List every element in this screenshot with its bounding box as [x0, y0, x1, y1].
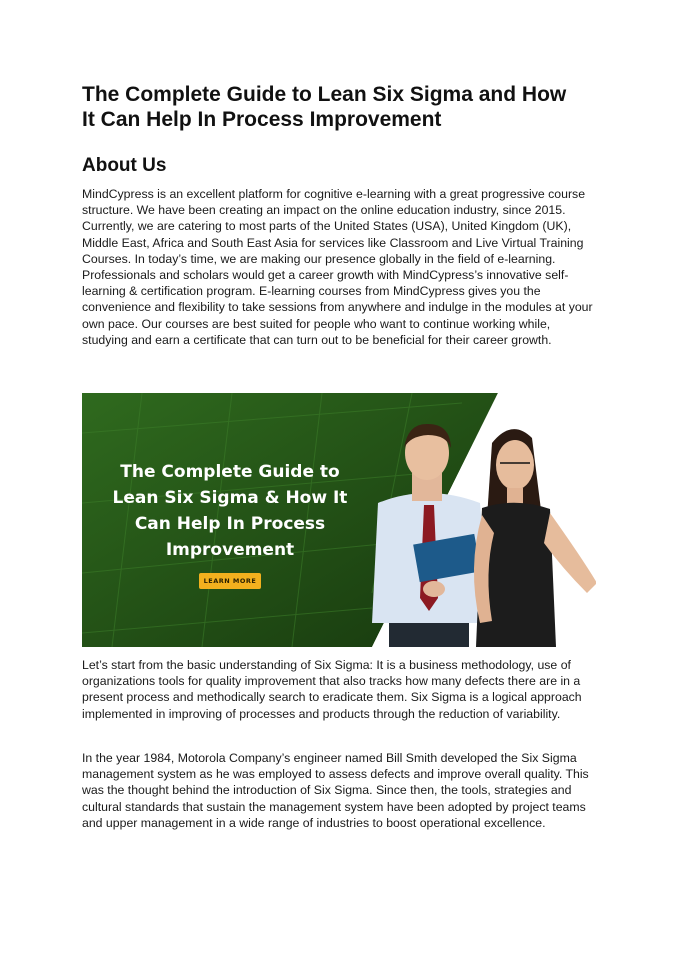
banner-heading-line: Lean Six Sigma & How It [112, 488, 348, 508]
about-us-paragraph: MindCypress is an excellent platform for cognitive e-learning with a great progressive course structure. We have been creating an impact on the online education industry, since 2015. Currently, we are catering to most parts of the United States (USA), United Kingdom (UK), Middle East, Africa and South East Asia for services like Classroom and Live Virtual Training Courses. In today’s time, we are making our presence globally in the field of e-learning. Professionals and scholars would get a career growth with MindCypress’s innovative self-learning & certification program. E-learning courses from MindCypress gives you the convenience and flexibility to take sessions from anywhere and indulge in the modules at your own pace. Our courses are best suited for people who want to continue working while, studying and earn a certificate that can turn out to be beneficial for their career growth. [82, 187, 593, 347]
six-sigma-intro-paragraph: Let’s start from the basic understanding of Six Sigma: It is a business methodology, use of organizations tools for quality improvement that also tracks how many defects there are in a present process and methodically search to eradicate them. Six Sigma is a logical approach implemented in improving of processes and products through the reduction of variability. [82, 658, 582, 721]
banner-heading-line: Improvement [165, 540, 295, 560]
title-line-2: It Can Help In Process Improvement [82, 108, 442, 131]
banner-heading [82, 459, 378, 563]
learn-more-button[interactable]: LEARN MORE [199, 573, 261, 589]
course-banner-image [82, 393, 596, 647]
six-sigma-history-paragraph: In the year 1984, Motorola Company’s engineer named Bill Smith developed the Six Sigma management system as he was employed to assess defects and improve overall quality. This was the thought behind the introduction of Six Sigma. Since then, the tools, strategies and cultural standards that sustain the management system have been adopted by project teams and upper management in a wide range of industries to boost operational excellence. [82, 751, 589, 830]
banner-heading-line: The Complete Guide to [120, 462, 340, 482]
title-line-1: The Complete Guide to Lean Six Sigma and How [82, 83, 567, 106]
page-title [82, 82, 602, 132]
about-us-heading: About Us [82, 155, 167, 176]
banner-heading-line: Can Help In Process [134, 514, 326, 534]
